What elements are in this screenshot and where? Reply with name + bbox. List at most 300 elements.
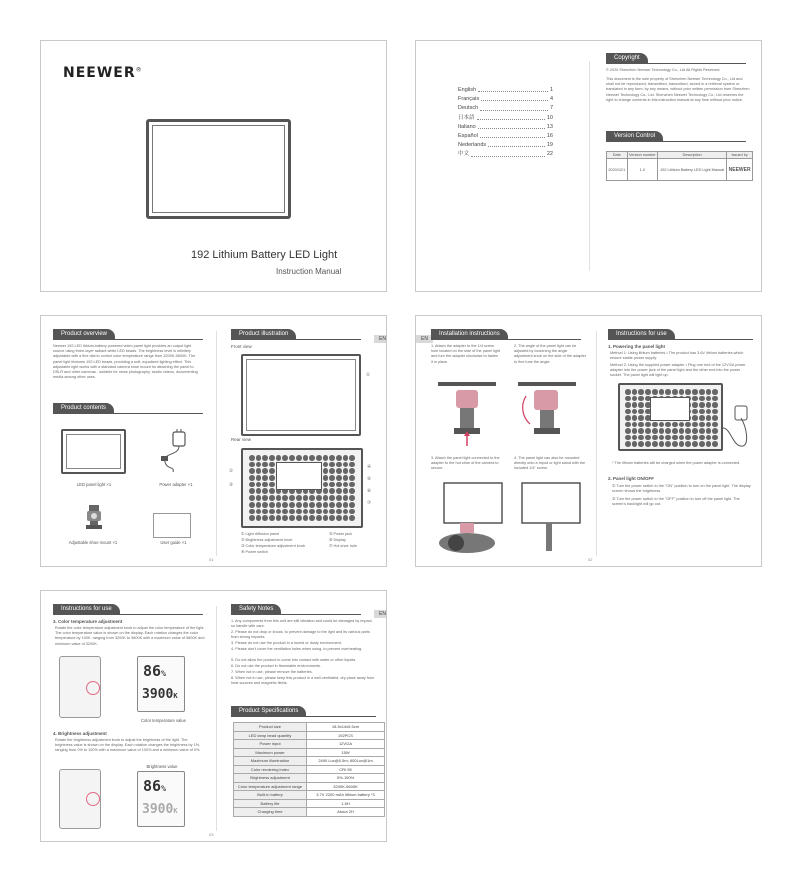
led-bead <box>706 428 712 434</box>
led-bead <box>712 422 718 428</box>
led-bead <box>343 462 349 468</box>
led-bead <box>632 396 638 402</box>
led-bead <box>296 455 302 461</box>
led-bead <box>323 475 329 481</box>
led-bead <box>329 455 335 461</box>
toc-row[interactable]: Français 4 <box>458 96 553 103</box>
led-bead <box>329 502 335 508</box>
led-bead <box>625 396 631 402</box>
led-bead <box>625 415 631 421</box>
callout-6: ⑥ <box>367 488 372 493</box>
led-bead <box>329 475 335 481</box>
led-panel-icon <box>61 429 126 474</box>
led-bead <box>665 389 671 395</box>
led-bead <box>343 488 349 494</box>
led-bead <box>652 389 658 395</box>
safety-note: 2. Please do not drop or knock, to prevent damage to the light and its various parts from strong impacts. <box>231 630 370 640</box>
table-header: Version number <box>629 153 656 157</box>
led-bead <box>289 515 295 521</box>
led-bead <box>706 435 712 441</box>
copyright-heading: Copyright <box>606 53 648 63</box>
led-bead <box>632 435 638 441</box>
led-bead <box>329 495 335 501</box>
led-bead <box>269 455 275 461</box>
color-temp-knob[interactable] <box>86 681 100 695</box>
toc-page <box>415 40 762 292</box>
page-number: 01 <box>209 557 214 562</box>
led-bead <box>249 468 255 474</box>
led-bead <box>699 415 705 421</box>
led-bead <box>323 468 329 474</box>
led-bead <box>645 441 651 447</box>
lcd-display: 86% 3900K <box>137 656 185 712</box>
table-row: Maximum illumination 2490 Lux@0.5m; 600Lux@1m <box>234 757 385 766</box>
led-bead <box>706 441 712 447</box>
led-bead <box>323 462 329 468</box>
version-control-heading: Version Control <box>606 131 663 141</box>
led-bead <box>329 509 335 515</box>
toc-row[interactable]: Español 16 <box>458 133 553 140</box>
led-bead <box>249 495 255 501</box>
table-row: Color rendering index CRI 95 <box>234 765 385 774</box>
copyright-body: This document is the sole property of Shenzhen Neewer Technology Co., Ltd and shall not be reproduced, transmitted, transcribed, stored in a retrieval system or translated in any form, by any means, without prior written permission from Shenzhen Neewer Technology Co., Ltd. Shenzhen Neewer Technology Co., Ltd reserves the right to change contents in this instruction manual at any time without prior notice. <box>606 77 750 102</box>
page-number: 02 <box>588 557 593 562</box>
led-bead <box>343 482 349 488</box>
led-bead <box>296 495 302 501</box>
front-view-label: Front view <box>231 344 252 349</box>
brightness-caption: Brightness value <box>146 764 178 769</box>
lcd-display: 86% 3900K <box>137 771 185 827</box>
led-bead <box>706 396 712 402</box>
led-bead <box>329 515 335 521</box>
specs-heading: Product Specifications <box>231 706 306 716</box>
led-bead <box>685 441 691 447</box>
part-label: ⑥ Display <box>329 538 346 542</box>
led-bead <box>249 455 255 461</box>
led-bead <box>256 475 262 481</box>
display-screen <box>276 462 322 490</box>
led-bead <box>632 415 638 421</box>
led-bead <box>706 422 712 428</box>
led-bead <box>269 462 275 468</box>
shoe-mount-icon <box>79 503 109 533</box>
led-bead <box>632 441 638 447</box>
rear-view-label: Rear view <box>231 437 252 442</box>
install-illustration-2 <box>516 376 578 451</box>
user-guide-icon <box>153 513 191 538</box>
led-bead <box>665 422 671 428</box>
led-bead <box>316 502 322 508</box>
led-bead <box>309 455 315 461</box>
language-tab-en[interactable]: EN <box>374 610 387 618</box>
usage-section-1: 1. Powering the panel light <box>608 344 666 349</box>
led-bead <box>249 515 255 521</box>
led-bead <box>269 515 275 521</box>
led-bead <box>336 502 342 508</box>
led-bead <box>712 415 718 421</box>
led-bead <box>712 396 718 402</box>
install-illustration-3 <box>434 481 504 553</box>
led-bead <box>329 488 335 494</box>
led-bead <box>262 495 268 501</box>
led-bead <box>349 495 355 501</box>
led-bead <box>349 475 355 481</box>
language-tab-en[interactable]: EN <box>416 335 433 343</box>
led-bead <box>343 475 349 481</box>
led-bead <box>303 502 309 508</box>
led-bead <box>256 509 262 515</box>
contents-heading: Product contents <box>53 403 114 413</box>
led-bead <box>269 468 275 474</box>
led-bead <box>349 462 355 468</box>
led-bead <box>638 435 644 441</box>
led-bead <box>343 502 349 508</box>
table-row: Color temperature adjustment range 3200K-5600K <box>234 782 385 791</box>
led-bead <box>269 502 275 508</box>
panel-with-adapter <box>618 383 723 451</box>
item-caption: User guide ×1 <box>160 540 187 545</box>
led-bead <box>343 495 349 501</box>
led-bead <box>303 515 309 521</box>
led-bead <box>349 468 355 474</box>
table-cell: 1.0 <box>627 159 658 181</box>
led-bead <box>336 462 342 468</box>
specs-table <box>233 722 385 817</box>
led-bead <box>262 455 268 461</box>
color-temp-readout: 3900 <box>142 687 174 702</box>
led-bead <box>349 515 355 521</box>
led-bead <box>625 441 631 447</box>
color-temp-section: 3. Color temperature adjustment <box>53 619 123 624</box>
led-bead <box>282 495 288 501</box>
led-bead <box>659 441 665 447</box>
led-bead <box>336 455 342 461</box>
led-bead <box>309 515 315 521</box>
led-bead <box>309 495 315 501</box>
table-row: Battery life 1.5H <box>234 799 385 808</box>
led-bead <box>256 502 262 508</box>
cover-subtitle: Instruction Manual <box>276 267 342 276</box>
led-bead <box>343 468 349 474</box>
table-row: Charging time About 2H <box>234 808 385 817</box>
item-caption: LED panel light ×1 <box>76 482 112 487</box>
control-panel <box>59 769 101 829</box>
led-bead <box>712 435 718 441</box>
page-number: 03 <box>209 832 214 837</box>
led-bead <box>276 495 282 501</box>
toc-row[interactable]: English 1 <box>458 87 553 93</box>
led-bead <box>309 502 315 508</box>
led-bead <box>323 488 329 494</box>
led-bead <box>645 428 651 434</box>
led-bead <box>316 495 322 501</box>
led-bead <box>625 409 631 415</box>
led-bead <box>336 495 342 501</box>
usage-onoff-2: ② Turn the power switch to the "OFF" position to turn off the panel light. The screen's backlight will go out. <box>612 497 740 507</box>
led-bead <box>652 441 658 447</box>
neewer-logo: NEEWER® <box>63 65 143 81</box>
table-cell: 192 Lithium Battery LED Light Manual <box>658 159 727 181</box>
led-bead <box>276 502 282 508</box>
part-label: ⑤ Power jack <box>329 532 353 536</box>
led-bead <box>645 422 651 428</box>
install-step: 4. The panel light can also be mounted directly onto a tripod or light stand with the included 1/4" screw. <box>514 456 586 471</box>
led-bead <box>316 509 322 515</box>
led-bead <box>249 502 255 508</box>
led-bead <box>336 488 342 494</box>
brightness-readout: 86 <box>143 662 162 680</box>
led-bead <box>296 502 302 508</box>
safety-note: 8. When not in use, please keep this product in a well-ventilated, dry place away from heat sources and magnetic fields. <box>231 676 375 686</box>
led-bead <box>309 509 315 515</box>
led-bead <box>659 435 665 441</box>
led-bead <box>336 515 342 521</box>
led-bead <box>316 515 322 521</box>
led-bead <box>289 495 295 501</box>
color-temp-body: Rotate the color temperature adjustment knob to adjust the color temperature of the light. The color temperature value is shown on the display. Each rotation changes the color temperature by 100K, ranging from 3200K to 5600K with a maximum value of 5600K and minimum value of 3200K. <box>55 626 205 646</box>
led-bead <box>349 509 355 515</box>
safety-note: 1. Any components from this unit are still vibration and could be damaged by impact, so handle with care. <box>231 619 373 629</box>
led-bead <box>712 402 718 408</box>
callout-7: ⑦ <box>367 500 372 505</box>
copyright-line: © 2020 Shenzhen Neewer Technology Co., Ltd All Rights Reserved. <box>606 68 721 72</box>
cover-page <box>40 40 387 292</box>
led-bead <box>262 515 268 521</box>
item-caption: Adjustable shoe mount ×1 <box>68 540 118 545</box>
usage-heading: Instructions for use <box>608 329 675 339</box>
color-temp-readout: 3900 <box>142 802 174 817</box>
part-label: ③ Color temperature adjustment knob <box>241 544 305 548</box>
toc-row[interactable]: Italiano 13 <box>458 123 553 130</box>
led-bead <box>249 482 255 488</box>
led-bead <box>269 495 275 501</box>
led-bead <box>625 435 631 441</box>
table-row: Power input 12V/2A <box>234 740 385 749</box>
table-header: Description <box>658 152 727 159</box>
instructions-heading: Instructions for use <box>53 604 120 614</box>
led-bead <box>632 422 638 428</box>
led-bead <box>282 509 288 515</box>
led-bead <box>256 482 262 488</box>
led-bead <box>638 422 644 428</box>
control-panel <box>59 656 101 718</box>
led-bead <box>289 509 295 515</box>
led-bead <box>679 435 685 441</box>
led-bead <box>652 428 658 434</box>
led-bead <box>638 441 644 447</box>
led-bead <box>256 488 262 494</box>
led-bead <box>665 441 671 447</box>
color-temp-caption: Color temperature value <box>141 718 186 723</box>
led-bead <box>323 515 329 521</box>
usage-section-2: 2. Panel light ON/OFF <box>608 476 655 481</box>
led-bead <box>349 502 355 508</box>
table-cell: NEEWER <box>727 159 753 181</box>
led-bead <box>625 428 631 434</box>
led-bead <box>699 428 705 434</box>
led-bead <box>276 509 282 515</box>
led-bead <box>685 435 691 441</box>
led-bead <box>692 441 698 447</box>
part-label: ⑦ Hot shoe hole <box>329 544 357 548</box>
toc-row[interactable]: Deutsch 7 <box>458 105 553 112</box>
table-of-contents <box>458 86 553 160</box>
led-bead <box>685 422 691 428</box>
table-row: Brightness adjustment 0%-100% <box>234 774 385 783</box>
led-bead <box>256 468 262 474</box>
led-bead <box>699 409 705 415</box>
cover-title: 192 Lithium Battery LED Light <box>191 249 338 261</box>
led-bead <box>692 409 698 415</box>
display-screen <box>650 397 690 421</box>
callout-2: ② <box>229 468 234 473</box>
led-bead <box>343 515 349 521</box>
usage-method-2: Method 2: Using the supplied power adapter • Plug one end of the 12V/2A power adapter into the power jack of the panel light and the other end into the power socket. The panel light will light up. <box>610 363 746 378</box>
led-bead <box>712 389 718 395</box>
install-step: 2. The angle of the panel light can be adjusted by loosening the angle adjustment knob on the side of the adapter to fine tune the angle. <box>514 344 586 364</box>
led-bead <box>679 422 685 428</box>
language-tab-en[interactable]: EN <box>374 335 387 343</box>
led-bead <box>712 441 718 447</box>
led-bead <box>336 482 342 488</box>
led-bead <box>665 435 671 441</box>
led-bead <box>329 462 335 468</box>
led-bead <box>638 428 644 434</box>
brightness-readout: 86 <box>143 777 162 795</box>
led-bead <box>706 389 712 395</box>
led-bead <box>296 515 302 521</box>
toc-row[interactable]: Nederlands 19 <box>458 142 553 149</box>
overview-body: Neewer 192 LED lithium-battery powered video panel light provides an output light source using three-layer radiant white LED beads. The brightness level is infinitely adjustable with a fine dial to control color temperature range from 3200K-5600K. The panel light features 192 LED beads, providing a soft, equalized lighting effect. This adjustable light works with a standard camera shoe mount for attaching the panel to DSLR and other cameras - suitable for news photography, studio videos, documenting media among other uses. <box>53 344 198 380</box>
table-row: Product size 18.5x14x5.5cm <box>234 723 385 732</box>
led-bead <box>699 389 705 395</box>
overview-page <box>40 315 387 567</box>
callout-4: ④ <box>367 464 372 469</box>
led-bead <box>282 502 288 508</box>
led-bead <box>316 455 322 461</box>
led-bead <box>262 462 268 468</box>
led-bead <box>282 455 288 461</box>
install-illustration-1 <box>436 376 498 451</box>
led-bead <box>712 428 718 434</box>
power-adapter-icon <box>153 428 193 473</box>
part-label: ② Brightness adjustment knob <box>241 538 293 542</box>
led-bead <box>249 509 255 515</box>
led-bead <box>712 409 718 415</box>
led-bead <box>692 396 698 402</box>
led-bead <box>632 428 638 434</box>
led-bead <box>659 422 665 428</box>
led-bead <box>256 515 262 521</box>
led-bead <box>638 389 644 395</box>
led-bead <box>349 455 355 461</box>
table-row: LED lamp bead quantity 192PCS <box>234 731 385 740</box>
safety-note: 6. Do not use the product in flammable environments. <box>231 664 322 668</box>
version-control-table <box>606 151 753 181</box>
brightness-knob[interactable] <box>86 792 100 806</box>
led-bead <box>262 488 268 494</box>
part-label: ① Light diffusion panel <box>241 532 280 536</box>
led-bead <box>706 415 712 421</box>
led-bead <box>323 455 329 461</box>
led-bead <box>262 509 268 515</box>
table-header: Issued by <box>727 152 753 159</box>
part-label: ④ Power switch <box>241 550 268 554</box>
led-bead <box>343 509 349 515</box>
led-bead <box>256 462 262 468</box>
led-bead <box>269 509 275 515</box>
toc-row[interactable]: 日本語 10 <box>458 114 553 121</box>
led-bead <box>665 428 671 434</box>
led-bead <box>692 389 698 395</box>
led-bead <box>659 428 665 434</box>
callout-3: ③ <box>229 482 234 487</box>
adapter-cable-icon <box>721 398 756 458</box>
table-header: Date <box>607 152 628 159</box>
table-row: Built-in battery 3.7V 2200 mAh lithium battery *3 <box>234 791 385 800</box>
install-illustration-4 <box>516 481 586 553</box>
led-bead <box>276 515 282 521</box>
led-bead <box>652 422 658 428</box>
overview-heading: Product overview <box>53 329 115 339</box>
led-bead <box>699 435 705 441</box>
led-bead <box>323 509 329 515</box>
panel-light-outline <box>146 119 291 219</box>
led-bead <box>638 409 644 415</box>
led-bead <box>256 495 262 501</box>
led-bead <box>323 495 329 501</box>
led-bead <box>632 409 638 415</box>
led-bead <box>303 455 309 461</box>
callout-5: ⑤ <box>367 476 372 481</box>
table-cell: 2020/12/1 <box>607 159 628 181</box>
led-bead <box>632 402 638 408</box>
led-bead <box>652 435 658 441</box>
led-bead <box>303 495 309 501</box>
led-bead <box>699 441 705 447</box>
illustration-heading: Product illustration <box>231 329 296 339</box>
led-bead <box>269 488 275 494</box>
led-bead <box>638 402 644 408</box>
led-bead <box>659 389 665 395</box>
callout-1: ① <box>366 372 371 377</box>
led-bead <box>632 389 638 395</box>
led-bead <box>343 455 349 461</box>
led-bead <box>262 482 268 488</box>
led-bead <box>269 482 275 488</box>
installation-page <box>415 315 762 567</box>
led-bead <box>685 428 691 434</box>
install-step: 1. Attach the adapter to the 1/4 screw hole located on the side of the panel light and turn the adapter clockwise to fasten it in place. <box>431 344 501 364</box>
led-bead <box>672 435 678 441</box>
led-bead <box>625 389 631 395</box>
led-bead <box>672 428 678 434</box>
rear-view-panel <box>241 448 363 528</box>
led-bead <box>303 509 309 515</box>
brightness-section: 4. Brightness adjustment <box>53 731 107 736</box>
led-bead <box>262 475 268 481</box>
led-bead <box>249 475 255 481</box>
usage-onoff-1: ① Turn the power switch to the "ON" position to turn on the panel light. The display screen shows the brightness. <box>612 484 751 494</box>
toc-row[interactable]: 中文 22 <box>458 151 553 158</box>
led-bead <box>336 509 342 515</box>
led-bead <box>296 509 302 515</box>
safety-heading: Safety Notes <box>231 604 281 614</box>
led-bead <box>679 441 685 447</box>
led-bead <box>282 515 288 521</box>
item-caption: Power adapter ×1 <box>159 482 193 487</box>
led-bead <box>645 435 651 441</box>
